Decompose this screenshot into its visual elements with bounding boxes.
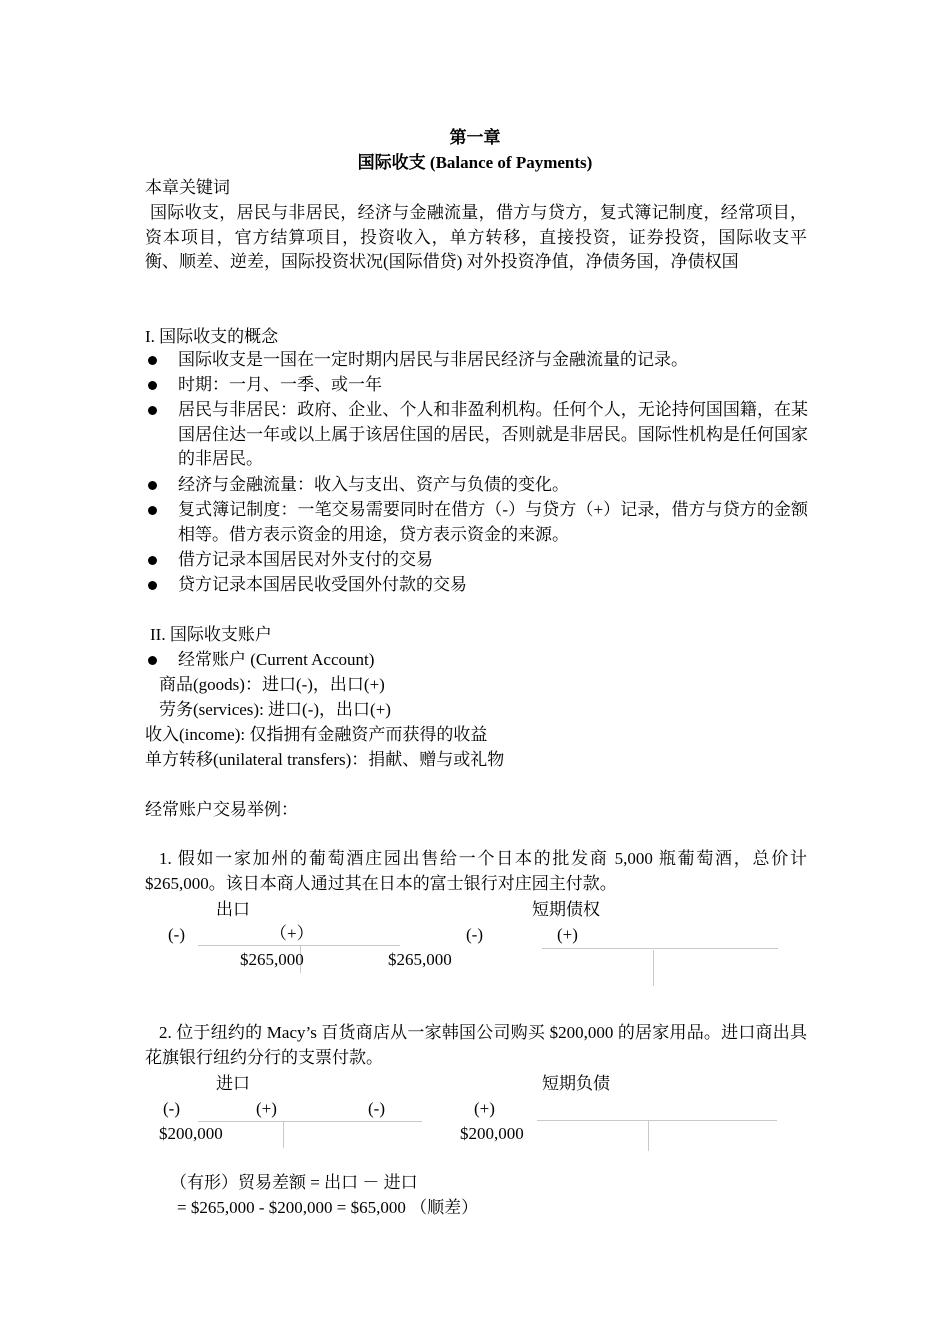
export-debit-label: (-) xyxy=(168,925,185,944)
examples-heading: 经常账户交易举例： xyxy=(145,800,298,819)
list-item: 贷方记录本国居民收受国外付款的交易 xyxy=(178,575,467,594)
current-account-label: 经常账户 (Current Account) xyxy=(178,650,375,669)
liabilities-debit-label: (-) xyxy=(368,1099,385,1118)
bullet-icon xyxy=(148,656,157,665)
bullet-icon xyxy=(148,381,157,390)
short-term-liabilities-title: 短期负债 xyxy=(542,1074,610,1093)
t-account-vertical-line xyxy=(653,950,654,986)
example2-text: 2. 位于纽约的 Macy’s 百货商店从一家韩国公司购买 $200,000 的居家用品。进口商出具花旗银行纽约分行的支票付款。 xyxy=(145,1023,807,1067)
export-credit-amount: $265,000 xyxy=(240,950,304,969)
goods-line: 商品(goods)：进口(-)，出口(+) xyxy=(159,675,385,694)
bullet-icon xyxy=(148,356,157,365)
import-debit-amount: $200,000 xyxy=(159,1124,223,1143)
short-term-claims-title: 短期债权 xyxy=(532,900,600,919)
t-account-horizontal-line xyxy=(198,945,400,946)
bullet-icon xyxy=(148,581,157,590)
transfers-line: 单方转移(unilateral transfers)：捐献、赠与或礼物 xyxy=(145,750,505,769)
bullet-icon xyxy=(148,556,157,565)
claims-debit-label: (-) xyxy=(466,925,483,944)
chapter-number: 第一章 xyxy=(449,128,501,147)
claims-credit-label: (+) xyxy=(557,925,578,944)
list-item: 时期：一月、一季、或一年 xyxy=(178,375,382,394)
import-account-title: 进口 xyxy=(216,1074,250,1093)
t-account-vertical-line xyxy=(648,1121,649,1151)
section1-heading: I. 国际收支的概念 xyxy=(145,327,279,346)
liabilities-credit-amount: $200,000 xyxy=(460,1124,524,1143)
export-account-title: 出口 xyxy=(216,900,250,919)
list-item: 国际收支是一国在一定时期内居民与非居民经济与金融流量的记录。 xyxy=(178,350,688,369)
list-item: 借方记录本国居民对外支付的交易 xyxy=(178,550,433,569)
export-credit-label: （+） xyxy=(270,924,314,943)
chapter-title: 国际收支 (Balance of Payments) xyxy=(357,153,593,172)
t-account-horizontal-line xyxy=(542,948,778,949)
list-item: 复式簿记制度：一笔交易需要同时在借方（-）与贷方（+）记录，借方与贷方的金额相等。借方表示资金的用途，贷方表示资金的来源。 xyxy=(178,500,808,544)
t-account-horizontal-line xyxy=(537,1120,777,1121)
services-line: 劳务(services): 进口(-)，出口(+) xyxy=(159,700,391,719)
section2-heading: II. 国际收支账户 xyxy=(150,625,272,644)
income-line: 收入(income): 仅指拥有金融资产而获得的收益 xyxy=(145,725,488,744)
receivable-debit-amount: $265,000 xyxy=(388,950,452,969)
trade-balance-result: = $265,000 - $200,000 = $65,000 （顺差） xyxy=(177,1198,479,1217)
list-item: 居民与非居民：政府、企业、个人和非盈利机构。任何个人，无论持何国国籍，在某国居住达一年或以上属于该居住国的居民，否则就是非居民。国际性机构是任何国家的非居民。 xyxy=(178,400,808,469)
bullet-icon xyxy=(148,506,157,515)
import-debit-label: (-) xyxy=(163,1099,180,1118)
keywords-text: 国际收支，居民与非居民，经济与金融流量，借方与贷方，复式簿记制度，经常项目，资本项目，官方结算项目，投资收入，单方转移，直接投资，证券投资，国际收支平衡、顺差、逆差，国际投资状况(国际借贷) 对外投资净值，净债务国，净债权国 xyxy=(145,203,807,272)
t-account-vertical-line xyxy=(283,1122,284,1148)
keywords-label: 本章关键词 xyxy=(145,178,230,197)
liabilities-credit-label: (+) xyxy=(474,1099,495,1118)
list-item: 经济与金融流量：收入与支出、资产与负债的变化。 xyxy=(178,475,569,494)
t-account-horizontal-line xyxy=(198,1121,422,1122)
bullet-icon xyxy=(148,406,157,415)
import-credit-label: (+) xyxy=(256,1099,277,1118)
example1-text: 1. 假如一家加州的葡萄酒庄园出售给一个日本的批发商 5,000 瓶葡萄酒，总价计$265,000。该日本商人通过其在日本的富士银行对庄园主付款。 xyxy=(145,849,807,893)
trade-balance-formula: （有形）贸易差额 = 出口 － 进口 xyxy=(170,1173,418,1192)
bullet-icon xyxy=(148,481,157,490)
